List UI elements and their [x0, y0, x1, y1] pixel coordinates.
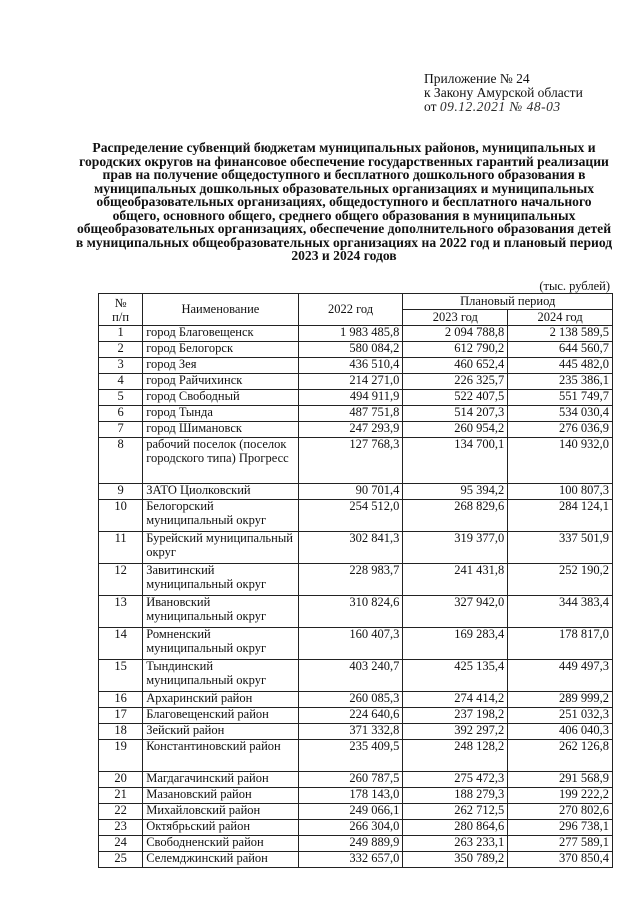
row-number: 19: [99, 740, 143, 772]
row-number: 18: [99, 724, 143, 740]
row-name: город Благовещенск: [143, 326, 298, 342]
row-value-2022: 127 768,3: [298, 438, 403, 484]
header-num-line-1: №: [114, 295, 127, 310]
row-value-2023: 425 135,4: [403, 660, 508, 692]
row-value-2022: 260 787,5: [298, 772, 403, 788]
table-row: [99, 692, 613, 708]
table-row: [99, 772, 613, 788]
subvention-table: [98, 293, 613, 868]
row-name: город Зея: [143, 358, 298, 374]
row-number: 13: [99, 596, 143, 628]
row-value-2022: 247 293,9: [298, 422, 403, 438]
row-value-2024: 284 124,1: [508, 500, 613, 532]
appendix-block: [424, 72, 624, 114]
row-value-2023: 612 790,2: [403, 342, 508, 358]
row-value-2023: 514 207,3: [403, 406, 508, 422]
handwritten-date-number: 09.12.2021 № 48-03: [439, 99, 561, 114]
row-value-2024: 270 802,6: [508, 804, 613, 820]
row-name: Бурейский муниципальный округ: [143, 532, 298, 564]
row-name: рабочий поселок (поселок городского типа) Прогресс: [143, 438, 298, 484]
row-value-2024: 276 036,9: [508, 422, 613, 438]
table-row: [99, 564, 613, 596]
table-row: [99, 660, 613, 692]
row-value-2023: 134 700,1: [403, 438, 508, 484]
row-number: 1: [99, 326, 143, 342]
row-value-2022: 160 407,3: [298, 628, 403, 660]
table-row: [99, 820, 613, 836]
table-row: [99, 788, 613, 804]
row-value-2022: 260 085,3: [298, 692, 403, 708]
row-value-2023: 327 942,0: [403, 596, 508, 628]
row-value-2022: 494 911,9: [298, 390, 403, 406]
row-name: Благовещенский район: [143, 708, 298, 724]
table-row: [99, 374, 613, 390]
row-value-2024: 289 999,2: [508, 692, 613, 708]
row-value-2022: 310 824,6: [298, 596, 403, 628]
table-row: [99, 804, 613, 820]
row-value-2023: 350 789,2: [403, 852, 508, 868]
row-value-2023: 460 652,4: [403, 358, 508, 374]
row-value-2022: 580 084,2: [298, 342, 403, 358]
row-name: Селемджинский район: [143, 852, 298, 868]
header-num-line-2: п/п: [112, 309, 130, 324]
header-2024: 2024 год: [508, 310, 613, 326]
row-value-2024: 199 222,2: [508, 788, 613, 804]
header-plan-period: Плановый период: [403, 294, 613, 310]
row-name: Октябрьский район: [143, 820, 298, 836]
table-row: [99, 500, 613, 532]
row-value-2023: 95 394,2: [403, 484, 508, 500]
row-name: город Райчихинск: [143, 374, 298, 390]
row-value-2022: 266 304,0: [298, 820, 403, 836]
row-number: 23: [99, 820, 143, 836]
appendix-line-2: к Закону Амурской области: [424, 85, 583, 100]
header-2023: 2023 год: [403, 310, 508, 326]
row-value-2022: 487 751,8: [298, 406, 403, 422]
row-value-2023: 248 128,2: [403, 740, 508, 772]
table-body: [99, 326, 613, 868]
row-value-2024: 252 190,2: [508, 564, 613, 596]
row-value-2023: 275 472,3: [403, 772, 508, 788]
row-value-2022: 224 640,6: [298, 708, 403, 724]
table-row: [99, 724, 613, 740]
row-name: город Белогорск: [143, 342, 298, 358]
row-name: Ивановский муниципальный округ: [143, 596, 298, 628]
row-number: 10: [99, 500, 143, 532]
table-header-row: [99, 294, 613, 310]
row-number: 16: [99, 692, 143, 708]
row-value-2022: 302 841,3: [298, 532, 403, 564]
table-row: [99, 836, 613, 852]
row-value-2023: 262 712,5: [403, 804, 508, 820]
table-row: [99, 406, 613, 422]
appendix-line-3: [424, 100, 624, 114]
row-value-2022: 254 512,0: [298, 500, 403, 532]
table-row: [99, 358, 613, 374]
row-number: 12: [99, 564, 143, 596]
table-row: [99, 532, 613, 564]
row-value-2024: 344 383,4: [508, 596, 613, 628]
row-value-2022: 403 240,7: [298, 660, 403, 692]
row-name: город Шимановск: [143, 422, 298, 438]
table-row: [99, 708, 613, 724]
row-value-2024: 251 032,3: [508, 708, 613, 724]
row-value-2024: 534 030,4: [508, 406, 613, 422]
row-value-2024: 262 126,8: [508, 740, 613, 772]
row-value-2022: 332 657,0: [298, 852, 403, 868]
row-name: Завитинский муниципальный округ: [143, 564, 298, 596]
row-number: 11: [99, 532, 143, 564]
row-name: Свободненский район: [143, 836, 298, 852]
row-value-2023: 241 431,8: [403, 564, 508, 596]
table-row: [99, 422, 613, 438]
row-number: 2: [99, 342, 143, 358]
row-value-2022: 90 701,4: [298, 484, 403, 500]
row-value-2023: 2 094 788,8: [403, 326, 508, 342]
row-value-2022: 228 983,7: [298, 564, 403, 596]
row-name: Мазановский район: [143, 788, 298, 804]
row-name: Белогорский муниципальный округ: [143, 500, 298, 532]
table-row: [99, 740, 613, 772]
row-number: 20: [99, 772, 143, 788]
row-value-2023: 188 279,3: [403, 788, 508, 804]
row-value-2022: 371 332,8: [298, 724, 403, 740]
row-value-2024: 2 138 589,5: [508, 326, 613, 342]
row-name: Магдагачинский район: [143, 772, 298, 788]
header-name: Наименование: [143, 294, 298, 326]
row-number: 22: [99, 804, 143, 820]
row-value-2023: 392 297,2: [403, 724, 508, 740]
table-row: [99, 852, 613, 868]
row-value-2023: 280 864,6: [403, 820, 508, 836]
row-value-2023: 237 198,2: [403, 708, 508, 724]
row-number: 17: [99, 708, 143, 724]
row-value-2024: 140 932,0: [508, 438, 613, 484]
row-number: 4: [99, 374, 143, 390]
row-number: 15: [99, 660, 143, 692]
table-row: [99, 342, 613, 358]
row-number: 24: [99, 836, 143, 852]
row-value-2024: 291 568,9: [508, 772, 613, 788]
row-number: 6: [99, 406, 143, 422]
table-row: [99, 390, 613, 406]
row-number: 25: [99, 852, 143, 868]
row-value-2024: 178 817,0: [508, 628, 613, 660]
appendix-date-prefix: от: [424, 99, 437, 114]
row-name: ЗАТО Циолковский: [143, 484, 298, 500]
row-number: 9: [99, 484, 143, 500]
row-name: Архаринский район: [143, 692, 298, 708]
row-value-2024: 644 560,7: [508, 342, 613, 358]
row-value-2024: 296 738,1: [508, 820, 613, 836]
row-value-2024: 100 807,3: [508, 484, 613, 500]
row-value-2023: 268 829,6: [403, 500, 508, 532]
row-value-2024: 406 040,3: [508, 724, 613, 740]
row-name: Тындинский муниципальный округ: [143, 660, 298, 692]
table-row: [99, 438, 613, 484]
row-value-2024: 235 386,1: [508, 374, 613, 390]
row-number: 3: [99, 358, 143, 374]
row-name: Зейский район: [143, 724, 298, 740]
row-name: Ромненский муниципальный округ: [143, 628, 298, 660]
table-row: [99, 326, 613, 342]
row-value-2022: 235 409,5: [298, 740, 403, 772]
row-number: 8: [99, 438, 143, 484]
row-value-2024: 449 497,3: [508, 660, 613, 692]
row-value-2022: 214 271,0: [298, 374, 403, 390]
row-value-2024: 277 589,1: [508, 836, 613, 852]
row-number: 14: [99, 628, 143, 660]
row-name: Константиновский район: [143, 740, 298, 772]
header-2022: 2022 год: [298, 294, 403, 326]
row-value-2024: 445 482,0: [508, 358, 613, 374]
row-name: Михайловский район: [143, 804, 298, 820]
row-number: 7: [99, 422, 143, 438]
row-value-2024: 337 501,9: [508, 532, 613, 564]
row-number: 5: [99, 390, 143, 406]
table-row: [99, 628, 613, 660]
row-value-2024: 370 850,4: [508, 852, 613, 868]
row-value-2023: 319 377,0: [403, 532, 508, 564]
row-name: город Тында: [143, 406, 298, 422]
row-value-2024: 551 749,7: [508, 390, 613, 406]
row-value-2023: 522 407,5: [403, 390, 508, 406]
row-value-2023: 226 325,7: [403, 374, 508, 390]
row-value-2022: 436 510,4: [298, 358, 403, 374]
row-value-2023: 263 233,1: [403, 836, 508, 852]
header-num: [99, 294, 143, 326]
appendix-line-1: Приложение № 24: [424, 71, 530, 86]
row-name: город Свободный: [143, 390, 298, 406]
row-value-2023: 260 954,2: [403, 422, 508, 438]
row-number: 21: [99, 788, 143, 804]
row-value-2023: 169 283,4: [403, 628, 508, 660]
row-value-2022: 1 983 485,8: [298, 326, 403, 342]
document-title: Распределение субвенций бюджетам муниципальных районов, муниципальных и городских округов на финансовое обеспечение государственных гарантий реализации прав на получение общедоступного и бесплатного дошкольного образования в муниципальных дошкольных образовательных организациях и муниципальных общеобразовательных организациях, общедоступного и бесплатного начального общего, основного общего, среднего общего образования в муниципальных общеобразовательных организациях, обеспечение дополнительного образования детей в муниципальных общеобразовательных организациях на 2022 год и плановый период 2023 и 2024 годов: [75, 140, 613, 263]
row-value-2022: 249 066,1: [298, 804, 403, 820]
table-row: [99, 484, 613, 500]
row-value-2023: 274 414,2: [403, 692, 508, 708]
row-value-2022: 178 143,0: [298, 788, 403, 804]
units-label: (тыс. рублей): [539, 279, 610, 293]
row-value-2022: 249 889,9: [298, 836, 403, 852]
table-row: [99, 596, 613, 628]
